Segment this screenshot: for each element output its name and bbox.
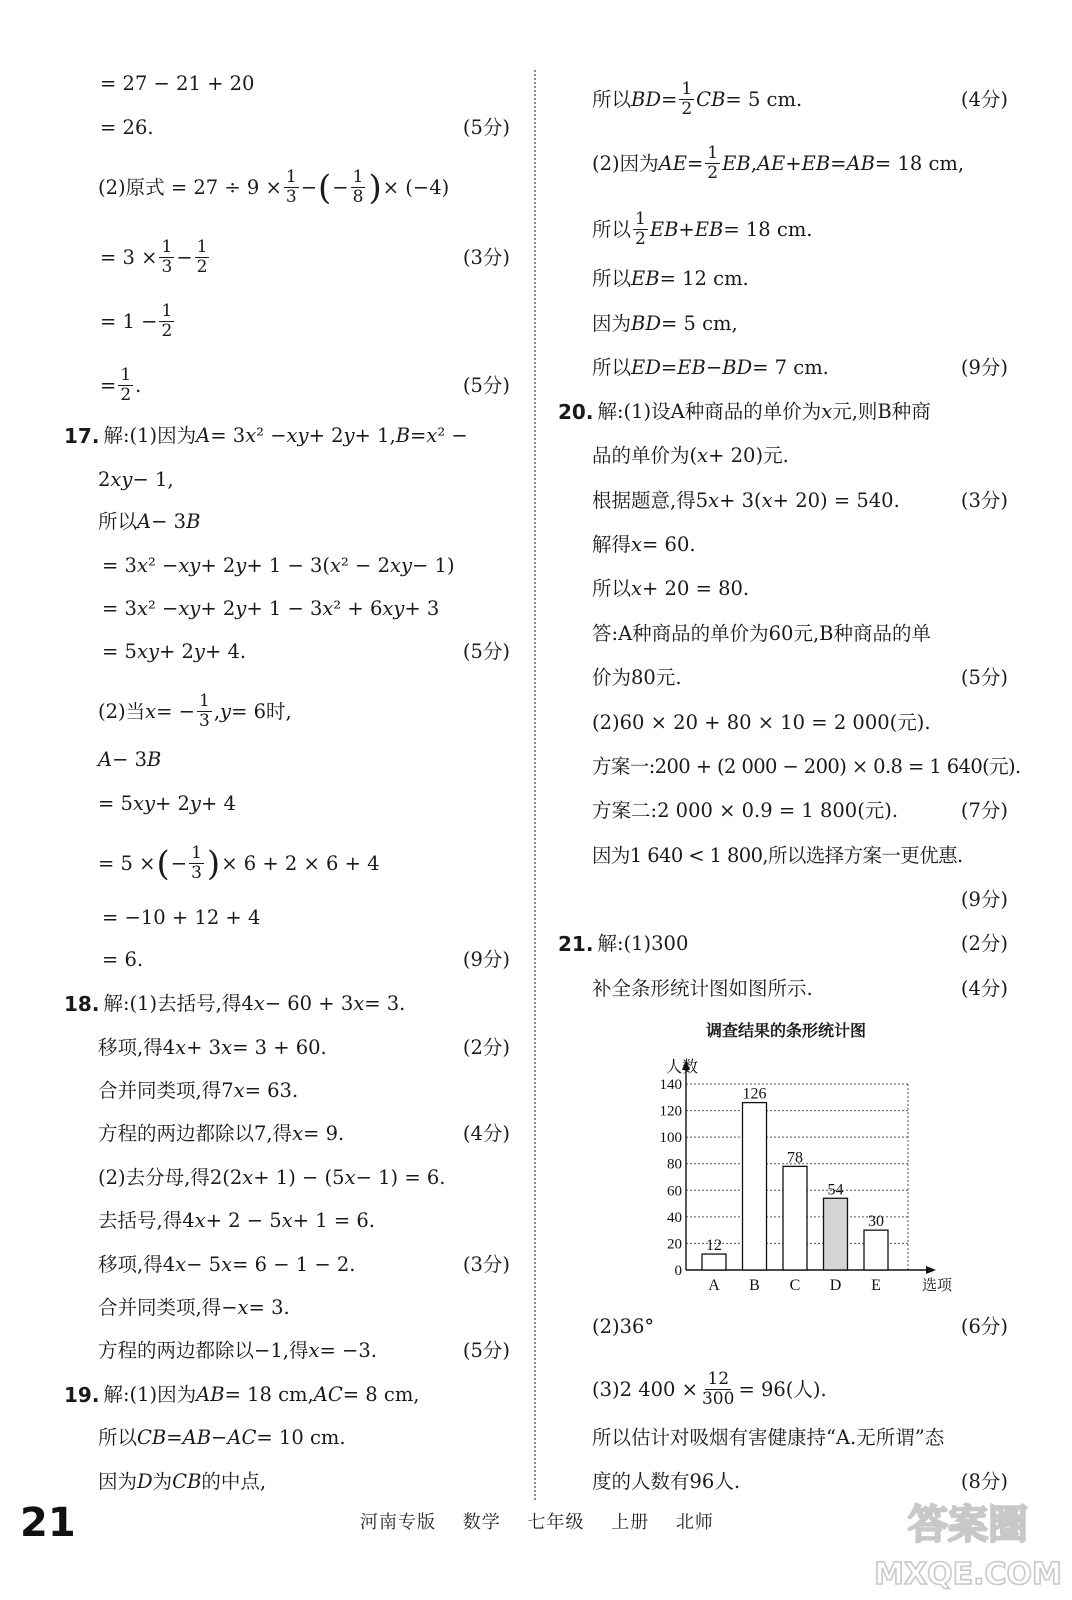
- solution-line: 补全条形统计图如图所示. (4分): [558, 975, 1008, 1003]
- solution-line: 去括号,得4 x + 2 − 5 x + 1 = 6.: [98, 1209, 375, 1232]
- solution-line: 答:A种商品的单价为60元,B种商品的单: [592, 622, 931, 645]
- svg-text:MXQE.COM: MXQE.COM: [874, 1557, 1062, 1592]
- solution-line: 19. 解:(1)因为 AB = 18 cm, AC = 8 cm,: [64, 1383, 420, 1407]
- solution-line: = 5 xy + 2 y + 4. (5分): [64, 638, 510, 666]
- solution-line: 20. 解:(1)设A种商品的单价为 x 元,则B种商: [558, 400, 931, 424]
- solution-line: [558, 886, 1008, 914]
- solution-line: 所以 $\frac{1}{2}$ EB + EB = 18 cm.: [592, 209, 813, 249]
- svg-text:答案圈: 答案圈: [908, 1502, 1028, 1548]
- solution-line: 所以 CB = AB − AC = 10 cm.: [98, 1426, 346, 1449]
- score-label: (2分): [960, 932, 1008, 955]
- solution-line: 21. 解:(1)300 (2分): [558, 932, 1008, 956]
- score-label: (3分): [462, 1253, 510, 1276]
- solution-line: 因为 BD = 5 cm,: [592, 312, 738, 335]
- footer-info: [360, 1510, 734, 1536]
- score-label: (6分): [960, 1315, 1008, 1338]
- solution-line: 移项,得4 x + 3 x = 3 + 60. (2分): [64, 1034, 510, 1062]
- solution-line: (2)36° (6分): [558, 1313, 1008, 1341]
- solution-line: (2)当 x = − $\frac{1}{3}$ , y = 6时,: [98, 691, 292, 731]
- solution-line: = 5 xy + 2 y + 4: [98, 792, 236, 815]
- score-label: (7分): [960, 799, 1008, 822]
- bar-chart: [636, 1018, 956, 1300]
- solution-line: (3)2 400 × $\frac{12}{300}$ = 96(人).: [592, 1369, 827, 1409]
- y-tick-label: 80: [667, 1156, 682, 1173]
- solution-line: 因为1 640 < 1 800,所以选择方案一更优惠.: [592, 844, 963, 867]
- solution-line: 度的人数有96人. (8分): [558, 1468, 1008, 1496]
- column-divider: [534, 70, 536, 1500]
- solution-line: (2)因为 AE = $\frac{1}{2}$ EB , AE + EB = AB = 18 cm,: [592, 143, 965, 183]
- solution-line: 移项,得4 x − 5 x = 6 − 1 − 2. (3分): [64, 1251, 510, 1279]
- y-tick-label: 140: [659, 1077, 682, 1093]
- score-label: (5分): [462, 640, 510, 663]
- data-label: 54: [827, 1181, 844, 1199]
- x-tick-label: D: [829, 1277, 842, 1294]
- x-tick-label: B: [749, 1277, 760, 1294]
- solution-line: 合并同类项,得7 x = 63.: [98, 1079, 299, 1102]
- y-tick-label: 60: [667, 1183, 682, 1200]
- score-label: (3分): [462, 245, 510, 269]
- solution-line: 所以 A − 3 B: [98, 510, 201, 533]
- solution-line: 所以 EB = 12 cm.: [592, 267, 749, 290]
- solution-line: = 27 − 21 + 20: [100, 72, 255, 95]
- x-tick-label: A: [708, 1277, 720, 1294]
- solution-line: 所以估计对吸烟有害健康持“A.无所谓”态: [592, 1426, 945, 1449]
- watermark-logo: [868, 1488, 1068, 1596]
- footer-grade: 七年级: [527, 1512, 585, 1533]
- solution-line: 品的单价为( x + 20)元.: [592, 444, 789, 467]
- solution-line: 解得 x = 60.: [592, 533, 696, 556]
- solution-line: A − 3 B: [98, 748, 162, 771]
- solution-line: 方案一:200 + (2 000 − 200) × 0.8 = 1 640(元).: [592, 755, 1021, 778]
- score-label: (5分): [960, 666, 1008, 689]
- solution-line: 方案二:2 000 × 0.9 = 1 800(元). (7分): [558, 797, 1008, 825]
- solution-line: 所以 BD = $\frac{1}{2}$ CB = 5 cm. (4分): [592, 79, 1008, 119]
- footer-region: 河南专版: [360, 1512, 436, 1533]
- bar: [743, 1103, 767, 1270]
- solution-line: 所以 x + 20 = 80.: [592, 577, 750, 600]
- data-label: 30: [868, 1213, 884, 1231]
- solution-line: = 6. (9分): [64, 946, 510, 974]
- solution-line: = 1 − $\frac{1}{2}$: [100, 301, 173, 341]
- solution-line: 所以 ED = EB − BD = 7 cm. (9分): [558, 354, 1008, 382]
- solution-line: = 3 x ² − xy + 2 y + 1 − 3( x ² − 2 xy − 1): [102, 554, 455, 577]
- footer-subject: 数学: [462, 1512, 501, 1533]
- data-label: 12: [706, 1237, 722, 1255]
- y-tick-label: 20: [667, 1236, 682, 1253]
- solution-line: 17. 解:(1)因为 A = 3 x ² − xy + 2 y + 1, B = x ² −: [64, 424, 468, 448]
- score-label: (3分): [960, 489, 1008, 512]
- x-axis-label: 选项: [922, 1276, 953, 1294]
- score-label: (5分): [462, 1339, 510, 1362]
- bar: [824, 1198, 848, 1270]
- x-tick-label: C: [789, 1277, 801, 1294]
- solution-line: = $\frac{1}{2}$ . (5分): [100, 365, 510, 405]
- y-axis-label: 人数: [666, 1057, 699, 1076]
- solution-line: 18. 解:(1)去括号,得4 x − 60 + 3 x = 3.: [64, 992, 406, 1016]
- score-label: (4分): [960, 977, 1008, 1000]
- footer-volume: 上册: [611, 1512, 650, 1533]
- solution-line: = −10 + 12 + 4: [102, 906, 261, 929]
- solution-line: 根据题意,得5 x + 3( x + 20) = 540. (3分): [558, 487, 1008, 515]
- bar: [702, 1254, 726, 1270]
- score-label: (9分): [960, 888, 1008, 911]
- page-number: 21: [20, 1500, 76, 1546]
- score-label: (4分): [960, 87, 1008, 111]
- y-tick-label: 0: [674, 1263, 682, 1279]
- solution-line: = 3 x ² − xy + 2 y + 1 − 3 x ² + 6 xy + 3: [102, 597, 440, 620]
- score-label: (5分): [462, 116, 510, 139]
- solution-line: 因为 D 为 CB 的中点,: [98, 1470, 267, 1493]
- bar: [864, 1230, 888, 1270]
- score-label: (4分): [462, 1122, 510, 1145]
- solution-line: 价为80元. (5分): [558, 664, 1008, 692]
- data-label: 126: [742, 1085, 767, 1103]
- x-axis-arrow: [926, 1266, 936, 1274]
- solution-line: = 26. (5分): [64, 114, 510, 142]
- score-label: (9分): [960, 356, 1008, 379]
- y-tick-label: 40: [667, 1209, 682, 1226]
- solution-line: 方程的两边都除以−1,得 x = −3. (5分): [64, 1337, 510, 1365]
- solution-line: (2)60 × 20 + 80 × 10 = 2 000(元).: [592, 711, 931, 734]
- chart-svg: [636, 1038, 956, 1300]
- solution-line: 方程的两边都除以7,得 x = 9. (4分): [64, 1120, 510, 1148]
- footer-publisher: 北师: [675, 1512, 714, 1533]
- solution-line: 2 xy − 1,: [98, 468, 174, 491]
- solution-line: = 3 × $\frac{1}{3}$ − $\frac{1}{2}$ (3分): [100, 237, 510, 277]
- score-label: (9分): [462, 948, 510, 971]
- bar: [783, 1166, 807, 1270]
- data-label: 78: [787, 1149, 803, 1167]
- x-tick-label: E: [871, 1277, 881, 1294]
- solution-line: = 5 × ( − $\frac{1}{3}$ ) × 6 + 2 × 6 + 4: [98, 843, 380, 884]
- y-tick-label: 100: [659, 1130, 682, 1147]
- score-label: (2分): [462, 1036, 510, 1059]
- chart-title: 调查结果的条形统计图: [705, 1021, 866, 1040]
- solution-line: 合并同类项,得− x = 3.: [98, 1296, 290, 1319]
- solution-line: (2)原式 = 27 ÷ 9 × $\frac{1}{3}$ − ( − $\frac{1}{8}$ ) × (−4): [98, 167, 450, 208]
- y-tick-label: 120: [659, 1103, 682, 1120]
- score-label: (5分): [462, 373, 510, 397]
- solution-line: (2)去分母,得2(2 x + 1) − (5 x − 1) = 6.: [98, 1166, 446, 1189]
- score-label: (8分): [960, 1470, 1008, 1493]
